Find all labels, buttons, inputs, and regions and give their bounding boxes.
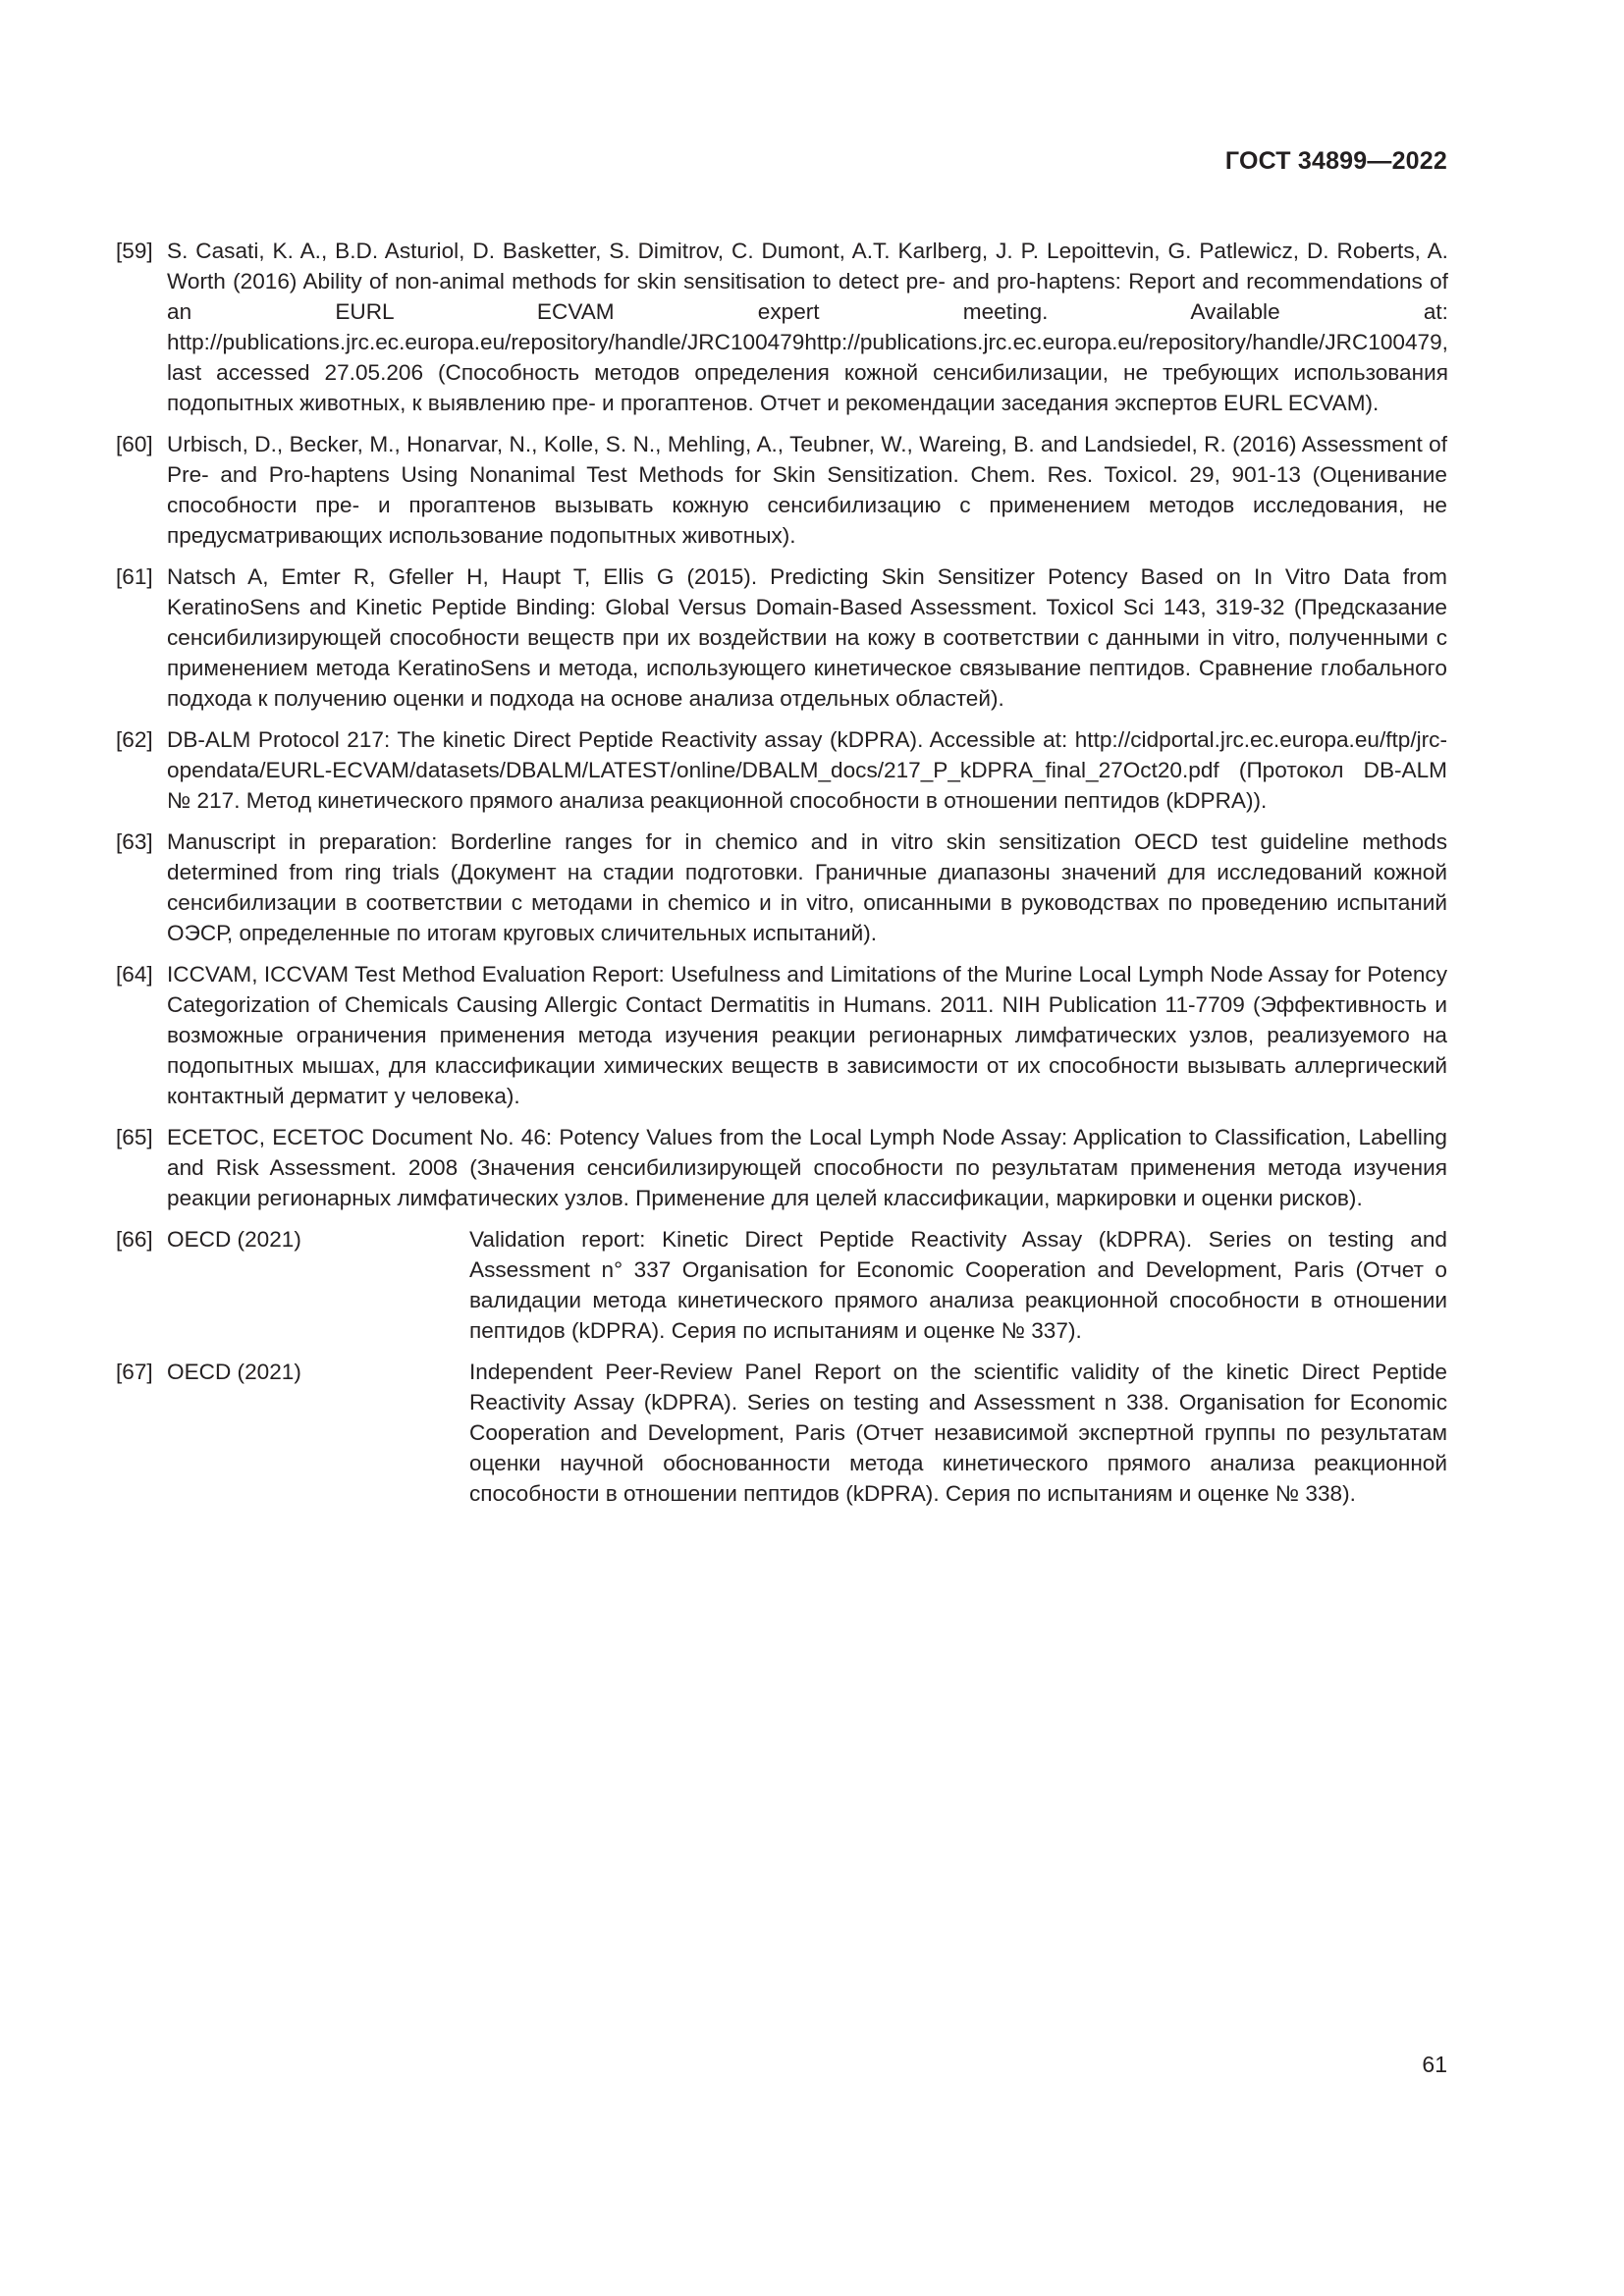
reference-number: [59] — [116, 239, 153, 263]
reference-text: ECETOC, ECETOC Document No. 46: Potency Values from the Local Lymph Node Assay: Application to Classification, Labelling and Risk Assessment. 2008 (Значения сенсибилизирующей способности по результатам применения метода изучения реакции регионарных лимфатических узлов. Применение для целей классификации, маркировки и оценки рисков). — [167, 1125, 1447, 1210]
reference-item — [116, 827, 1447, 948]
reference-number: [67] — [116, 1360, 153, 1384]
reference-text: ICCVAM, ICCVAM Test Method Evaluation Report: Usefulness and Limitations of the Murine Local Lymph Node Assay for Potency Categorization of Chemicals Causing Allergic Contact Dermatitis in Humans. 2011. NIH Publication 11-7709 (Эффективность и возможные ограничения применения метода изучения реакции регионарных лимфатических узлов, реализуемого на подопытных мышах, для классификации химических веществ в зависимости от их способности вызывать аллергический контактный дерматит у человека). — [167, 962, 1447, 1108]
reference-number: [65] — [116, 1125, 153, 1149]
reference-text: S. Casati, K. A., B.D. Asturiol, D. Basketter, S. Dimitrov, C. Dumont, A.T. Karlberg, J. P. Lepoittevin, G. Patlewicz, D. Roberts, A. Worth (2016) Ability of non-animal methods for skin sensitisation to detect pre- and pro-haptens: Report and recommendations of an EURL ECVAM expert meeting. Available at: http://publications.jrc.ec.europa.eu/repository/handle/JRC100479http://publications.jrc.ec.europa.eu/repository/handle/JRC100479, last accessed 27.05.206 (Способность методов определения кожной сенсибилизации, не требующих использования подопытных животных, к выявлению пре- и прогаптенов. Отчет и рекомендации заседания экспертов EURL ECVAM). — [167, 239, 1448, 415]
reference-list — [116, 236, 1447, 1520]
reference-text: Validation report: Kinetic Direct Peptide Reactivity Assay (kDPRA). Series on testing and Assessment n° 337 Organisation for Economic Cooperation and Development, Paris (Отчет о валидации метода кинетического прямого анализа реакционной способности в отношении пептидов (kDPRA). Серия по испытаниям и оценке № 337). — [469, 1227, 1447, 1343]
reference-text: Natsch A, Emter R, Gfeller H, Haupt T, Ellis G (2015). Predicting Skin Sensitizer Potency Based on In Vitro Data from KeratinoSens and Kinetic Peptide Binding: Global Versus Domain-Based Assessment. Toxicol Sci 143, 319-32 (Предсказание сенсибилизирующей способности веществ при их воздействии на кожу в соответствии с данными in vitro, полученными с применением метода KeratinoSens и метода, использующего кинетическое связывание пептидов. Сравнение глобального подхода к получению оценки и подхода на основе анализа отдельных областей). — [167, 564, 1447, 711]
reference-number: [64] — [116, 962, 153, 987]
reference-item — [116, 1122, 1447, 1213]
page-header-standard-id: ГОСТ 34899—2022 — [1224, 147, 1447, 175]
reference-item — [116, 959, 1447, 1111]
reference-number: [61] — [116, 564, 153, 589]
reference-number: [60] — [116, 432, 153, 456]
reference-item — [116, 429, 1447, 551]
reference-item — [116, 1357, 1447, 1509]
reference-text: Manuscript in preparation: Borderline ranges for in chemico and in vitro skin sensitization OECD test guideline methods determined from ring trials (Документ на стадии подготовки. Граничные диапазоны значений для исследований кожной сенсибилизации в соответствии с методами in chemico и in vitro, описанными в руководствах по проведению испытаний ОЭСР, определенные по итогам круговых сличительных испытаний). — [167, 829, 1447, 945]
reference-item — [116, 724, 1447, 816]
reference-author: OECD (2021) — [167, 1227, 301, 1252]
reference-item — [116, 561, 1447, 714]
reference-text: Urbisch, D., Becker, M., Honarvar, N., Kolle, S. N., Mehling, A., Teubner, W., Wareing, B. and Landsiedel, R. (2016) Assessment of Pre- and Pro-haptens Using Nonanimal Test Methods for Skin Sensitization. Chem. Res. Toxicol. 29, 901-13 (Оценивание способности пре- и прогаптенов вызывать кожную сенсибилизацию с применением методов исследования, не предусматривающих использование подопытных животных). — [167, 432, 1447, 548]
reference-item — [116, 236, 1447, 418]
reference-item — [116, 1224, 1447, 1346]
reference-number: [63] — [116, 829, 153, 854]
reference-number: [66] — [116, 1227, 153, 1252]
reference-text: DB-ALM Protocol 217: The kinetic Direct Peptide Reactivity assay (kDPRA). Accessible at: http://cidportal.jrc.ec.europa.eu/ftp/jrc-opendata/EURL-ECVAM/datasets/DBALM/LATEST/online/DBALM_docs/217_P_kDPRA_final_27Oct20.pdf (Протокол DB-ALM № 217. Метод кинетического прямого анализа реакционной способности в отношении пептидов (kDPRA)). — [167, 727, 1447, 813]
reference-author: OECD (2021) — [167, 1360, 301, 1384]
reference-number: [62] — [116, 727, 153, 752]
page-number: 61 — [1422, 2052, 1447, 2077]
reference-text: Independent Peer-Review Panel Report on the scientific validity of the kinetic Direct Peptide Reactivity Assay (kDPRA). Series on testing and Assessment n 338. Organisation for Economic Cooperation and Development, Paris (Отчет независимой экспертной группы по результатам оценки научной обоснованности метода кинетического прямого анализа реакционной способности в отношении пептидов (kDPRA). Серия по испытаниям и оценке № 338). — [469, 1360, 1447, 1506]
